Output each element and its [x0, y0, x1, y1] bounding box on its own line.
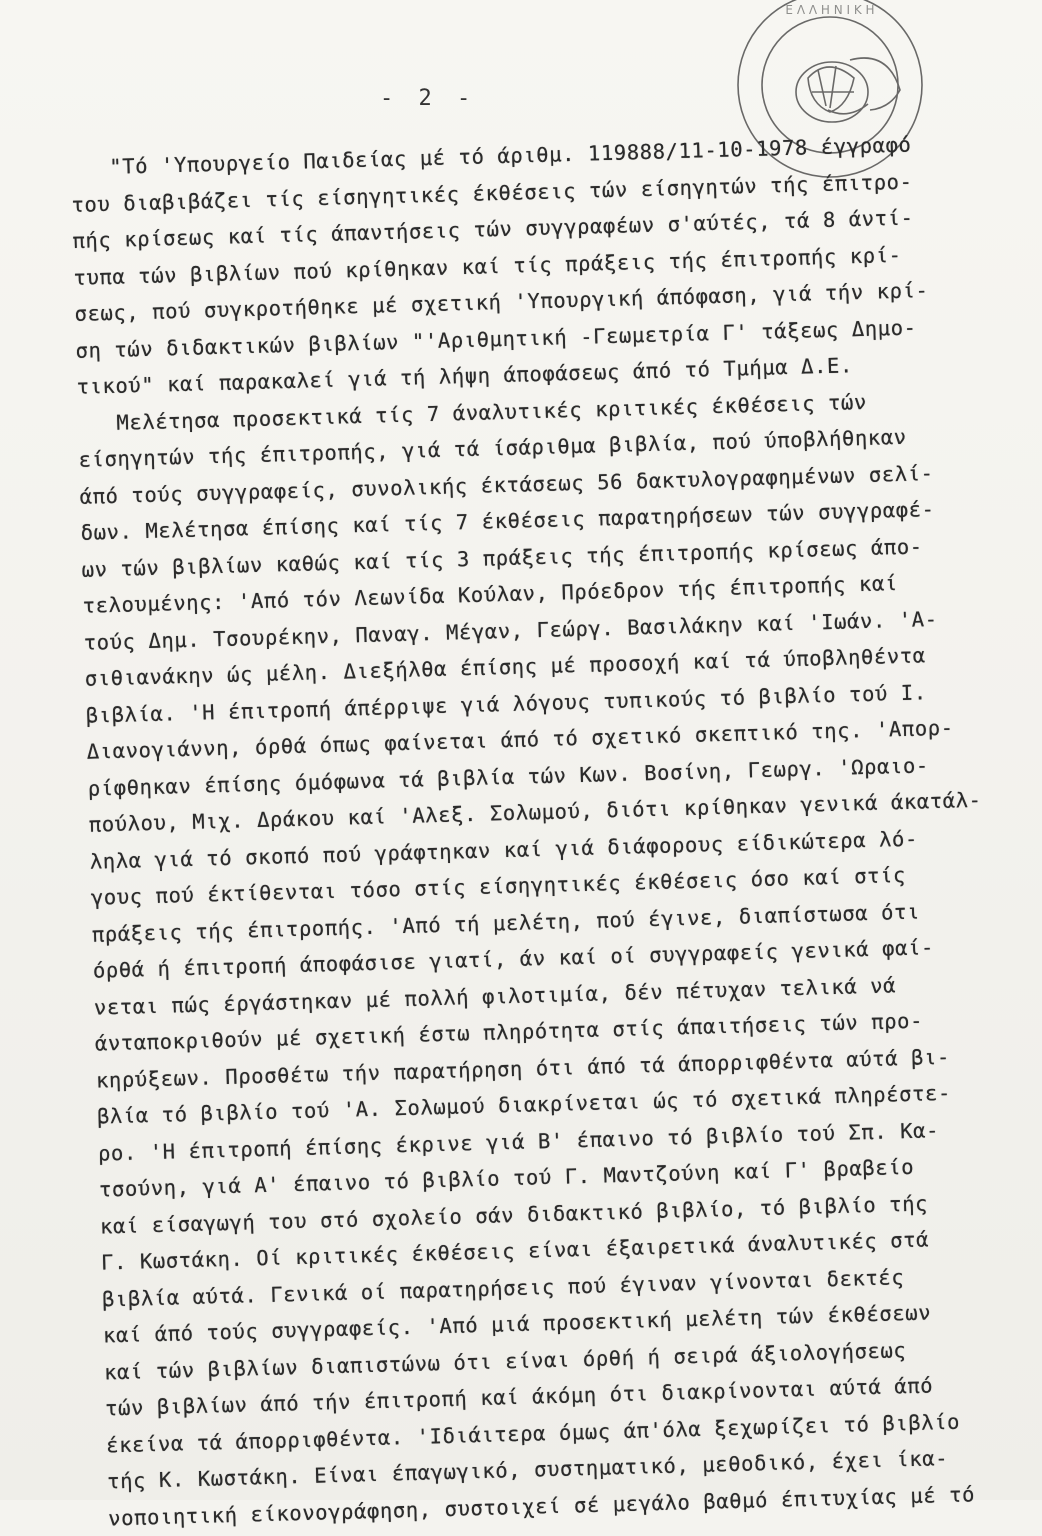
text-line: δων. Μελέτησα έπίσης καί τίς 7 έκθέσεις παρατηρήσεων τών συγγραφέ-	[80, 497, 935, 545]
text-line: Γ. Κωστάκη. Οί κριτικές έκθέσεις είναι έξαιρετικά άναλυτικές στά	[100, 1227, 930, 1275]
text-line: καί άπό τούς συγγραφείς. 'Από μιά προσεκτική μελέτη τών έκθέσεων	[102, 1300, 932, 1348]
text-line: τικού" καί παρακαλεί γιά τή λήψη άποφάσεως άπό τό Τμήμα Δ.Ε.	[76, 353, 854, 399]
text-line: Μελέτησα προσεκτικά τίς 7 άναλυτικές κριτικές έκθέσεις τών	[77, 389, 868, 436]
text-line: όρθά ή έπιτροπή άποφάσισε γιατί, άν καί οί συγγραφείς γενικά φαί-	[92, 935, 935, 983]
text-line: καί τών βιβλίων διαπιστώνω ότι είναι όρθή ή σειρά άξιολογήσεως	[103, 1337, 907, 1385]
text-line: βιβλία αύτά. Γενικά οί παρατηρήσεις πού έγιναν γίνονται δεκτές	[101, 1264, 905, 1312]
text-line: τής Κ. Κωστάκη. Είναι έπαγωγικό, συστηματικό, μεθοδικό, έχει ίκα-	[106, 1445, 949, 1494]
text-line: ων τών βιβλίων καθώς καί τίς 3 πράξεις τής έπιτροπής κρίσεως άπο-	[81, 533, 923, 582]
text-line: ση τών διδακτικών βιβλίων "'Αριθμητική -Γεωμετρία Γ' τάξεως Δημο-	[75, 314, 917, 363]
text-line: νεται πώς έργάστηκαν μέ πολλή φιλοτιμία, δέν πέτυχαν τελικά νά	[93, 972, 897, 1020]
text-line: Διανογιάννη, όρθά όπως φαίνεται άπό τό σχετικό σκεπτικό της. 'Απορ-	[86, 715, 954, 764]
text-line: καί είσαγωγή του στό σχολείο σάν διδακτικό βιβλίο, τό βιβλίο τής	[99, 1190, 929, 1239]
text-line: γους πού έκτίθενται τόσο στίς είσηγητικές έκθέσεις όσο καί στίς	[90, 862, 907, 910]
text-line: τών βιβλίων άπό τήν έπιτροπή καί άκόμη ότι διακρίνονται αύτά άπό	[104, 1373, 934, 1421]
text-line: ρίφθηκαν έπίσης όμόφωνα τά βιβλία τών Κων. Βοσίνη, Γεωργ. 'Ωραιο-	[87, 752, 930, 801]
text-line: τσούνη, γιά Α' έπαινο τό βιβλίο τού Γ. Μαντζούνη καί Γ' βραβείο	[98, 1154, 915, 1202]
text-line: άπό τούς συγγραφείς, συνολικής έκτάσεως 56 δακτυλογραφημένων σελί-	[79, 460, 934, 509]
text-line: πής κρίσεως καί τίς άπαντήσεις τών συγγραφέων σ'αύτές, τά 8 άντί-	[72, 205, 914, 253]
text-line: τούς Δημ. Τσουρέκην, Παναγ. Μέγαν, Γεώργ. Βασιλάκην καί 'Ιωάν. 'Α-	[83, 606, 938, 655]
text-line: πράξεις τής έπιτροπής. 'Από τή μελέτη, πού έγινε, διαπίστωσα ότι	[91, 899, 921, 947]
text-line: ρο. 'Η έπιτροπή έπίσης έκρινε γιά Β' έπαινο τό βιβλίο τού Σπ. Κα-	[97, 1117, 940, 1166]
letter-body	[70, 124, 1042, 1536]
text-line: πούλου, Μιχ. Δράκου καί 'Αλεξ. Σολωμού, διότι κρίθηκαν γενικά άκατάλ-	[88, 787, 982, 837]
text-line: έκείνα τά άπορριφθέντα. 'Ιδιάιτερα όμως άπ'όλα ξεχωρίζει τό βιβλίο	[105, 1409, 961, 1457]
svg-text:Ε Λ Λ Η Ν Ι Κ Η: Ε Λ Λ Η Ν Ι Κ Η	[785, 3, 875, 17]
text-line: κηρύξεων. Προσθέτω τήν παρατήρηση ότι άπό τά άπορριφθέντα αύτά βι-	[95, 1044, 951, 1093]
text-line: βιβλία. 'Η έπιτροπή άπέρριψε γιά λόγους τυπικούς τό βιβλίο τού Ι.	[85, 679, 928, 728]
text-line: τελουμένης: 'Από τόν Λεωνίδα Κούλαν, Πρόεδρον τής έπιτροπής καί	[82, 571, 899, 618]
text-line: "Τό 'Υπουργείο Παιδείας μέ τό άριθμ. 119888/11-10-1978 έγγραφό	[70, 132, 912, 180]
text-line: ληλα γιά τό σκοπό πού γράφτηκαν καί γιά διάφορους είδικώτερα λό-	[89, 826, 919, 874]
text-line: βλία τό βιβλίο τού 'Α. Σολωμού διακρίνεται ώς τό σχετικά πληρέστε-	[96, 1080, 952, 1129]
page-number: - 2 -	[380, 86, 477, 111]
text-line: νοποιητική είκονογράφηση, συστοιχεί σέ μεγάλο βαθμό έπιτυχίας μέ τό	[107, 1481, 976, 1530]
text-line: σιθιανάκην ώς μέλη. Διεξήλθα έπίσης μέ προσοχή καί τά ύποβληθέντα	[84, 643, 927, 691]
text-line: σεως, πού συγκροτήθηκε μέ σχετική 'Υπουργική άπόφαση, γιά τήν κρί-	[74, 278, 929, 326]
text-line: του διαβιβάζει τίς είσηγητικές έκθέσεις τών είσηγητών τής έπιτρο-	[71, 168, 913, 217]
text-line: είσηγητών τής έπιτροπής, γιά τά ίσάριθμα βιβλία, πού ύποβλήθηκαν	[78, 424, 907, 472]
text-line: άνταποκριθούν μέ σχετική έστω πληρότητα στίς άπαιτήσεις τών προ-	[94, 1008, 924, 1056]
text-line: τυπα τών βιβλίων πού κρίθηκαν καί τίς πράξεις τής έπιτροπής κρί-	[73, 242, 902, 290]
